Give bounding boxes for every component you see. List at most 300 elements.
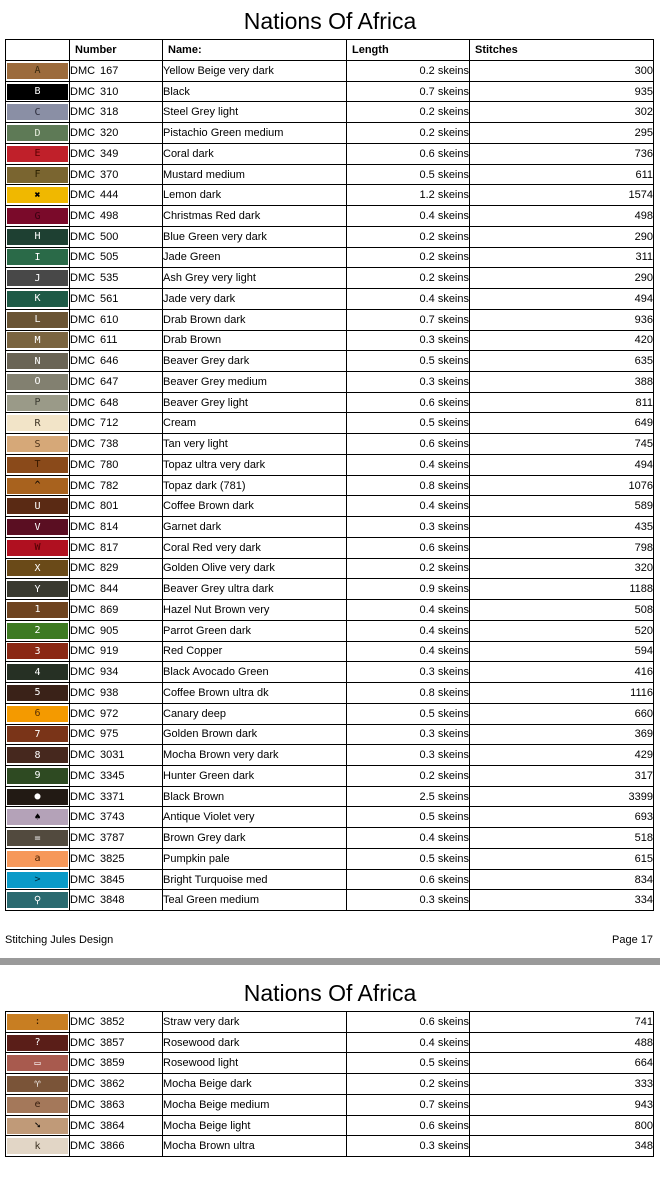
thread-number-cell	[70, 289, 163, 310]
color-swatch	[7, 602, 68, 618]
thread-number: 349	[100, 147, 119, 160]
table-row	[6, 1115, 654, 1136]
color-swatch-cell	[6, 641, 70, 662]
thread-key-table-2	[5, 1011, 654, 1157]
table-row	[6, 185, 654, 206]
thread-number-cell	[70, 517, 163, 538]
thread-name: Straw very dark	[163, 1012, 347, 1033]
thread-brand: DMC	[70, 707, 96, 720]
stitch-symbol: ▭	[34, 1057, 41, 1069]
color-swatch-cell	[6, 164, 70, 185]
stitch-symbol: J	[34, 272, 41, 284]
stitch-symbol: C	[34, 106, 41, 118]
color-swatch-cell	[6, 81, 70, 102]
stitch-symbol: ✖	[34, 189, 41, 201]
thread-length: 0.6 skeins	[347, 143, 470, 164]
thread-length: 0.2 skeins	[347, 765, 470, 786]
thread-number-cell	[70, 247, 163, 268]
thread-number: 505	[100, 251, 119, 264]
thread-number: 370	[100, 168, 119, 181]
table-row	[6, 496, 654, 517]
color-swatch	[7, 1035, 68, 1051]
thread-key-table	[5, 39, 654, 911]
thread-brand: DMC	[70, 1140, 96, 1153]
color-swatch-cell	[6, 1074, 70, 1095]
stitch-symbol: ➘	[34, 1120, 41, 1132]
stitch-count: 615	[470, 848, 654, 869]
stitch-symbol: 8	[34, 749, 41, 761]
stitch-symbol: O	[34, 376, 41, 388]
thread-length: 0.5 skeins	[347, 703, 470, 724]
table-row	[6, 102, 654, 123]
thread-name: Canary deep	[163, 703, 347, 724]
thread-brand: DMC	[70, 811, 96, 824]
thread-length: 0.4 skeins	[347, 1032, 470, 1053]
thread-brand: DMC	[70, 334, 96, 347]
thread-length: 0.3 skeins	[347, 372, 470, 393]
stitch-symbol: T	[34, 459, 41, 471]
header-stitches: Stitches	[470, 40, 654, 61]
thread-name: Mocha Brown very dark	[163, 745, 347, 766]
stitch-symbol: 1	[34, 604, 41, 616]
thread-number-cell	[70, 413, 163, 434]
table-row	[6, 703, 654, 724]
stitch-count: 798	[470, 537, 654, 558]
color-swatch-cell	[6, 185, 70, 206]
thread-name: Coffee Brown dark	[163, 496, 347, 517]
thread-length: 0.7 skeins	[347, 309, 470, 330]
color-swatch-cell	[6, 786, 70, 807]
thread-brand: DMC	[70, 189, 96, 202]
stitch-symbol: 9	[34, 770, 41, 782]
thread-length: 0.8 skeins	[347, 683, 470, 704]
thread-number: 444	[100, 189, 119, 202]
thread-number-cell	[70, 807, 163, 828]
thread-brand: DMC	[70, 375, 96, 388]
stitch-symbol: 2	[34, 625, 41, 637]
thread-number: 938	[100, 686, 119, 699]
thread-length: 0.5 skeins	[347, 351, 470, 372]
color-swatch-cell	[6, 703, 70, 724]
thread-length: 0.5 skeins	[347, 807, 470, 828]
color-swatch-cell	[6, 123, 70, 144]
thread-brand: DMC	[70, 417, 96, 430]
thread-brand: DMC	[70, 852, 96, 865]
thread-brand: DMC	[70, 127, 96, 140]
table-row	[6, 620, 654, 641]
thread-name: Parrot Green dark	[163, 620, 347, 641]
color-swatch-cell	[6, 206, 70, 227]
thread-brand: DMC	[70, 603, 96, 616]
thread-number: 3862	[100, 1078, 125, 1091]
thread-name: Brown Grey dark	[163, 828, 347, 849]
thread-number: 844	[100, 583, 119, 596]
thread-length: 0.3 skeins	[347, 745, 470, 766]
thread-number-cell	[70, 1032, 163, 1053]
color-swatch	[7, 809, 68, 825]
thread-brand: DMC	[70, 458, 96, 471]
thread-length: 0.4 skeins	[347, 600, 470, 621]
thread-length: 0.5 skeins	[347, 164, 470, 185]
stitch-count: 736	[470, 143, 654, 164]
thread-number: 320	[100, 127, 119, 140]
stitch-count: 317	[470, 765, 654, 786]
table-row	[6, 61, 654, 82]
color-swatch	[7, 892, 68, 908]
stitch-symbol: U	[34, 500, 41, 512]
thread-length: 0.2 skeins	[347, 226, 470, 247]
color-swatch	[7, 830, 68, 846]
color-swatch-cell	[6, 475, 70, 496]
thread-number-cell	[70, 620, 163, 641]
thread-number: 3852	[100, 1015, 125, 1028]
color-swatch	[7, 1097, 68, 1113]
color-swatch-cell	[6, 724, 70, 745]
stitch-count: 745	[470, 434, 654, 455]
thread-brand: DMC	[70, 583, 96, 596]
color-swatch	[7, 851, 68, 867]
thread-number: 310	[100, 85, 119, 98]
thread-name: Mocha Beige light	[163, 1115, 347, 1136]
color-swatch-cell	[6, 392, 70, 413]
stitch-count: 320	[470, 558, 654, 579]
color-swatch	[7, 1055, 68, 1071]
stitch-count: 594	[470, 641, 654, 662]
color-swatch-cell	[6, 1094, 70, 1115]
thread-name: Rosewood dark	[163, 1032, 347, 1053]
thread-number-cell	[70, 475, 163, 496]
color-swatch	[7, 249, 68, 265]
thread-name: Garnet dark	[163, 517, 347, 538]
color-swatch-cell	[6, 143, 70, 164]
thread-name: Hunter Green dark	[163, 765, 347, 786]
table-row	[6, 330, 654, 351]
thread-name: Mocha Beige dark	[163, 1074, 347, 1095]
stitch-count: 589	[470, 496, 654, 517]
table-row	[6, 517, 654, 538]
stitch-symbol: G	[34, 210, 41, 222]
color-swatch-cell	[6, 765, 70, 786]
thread-number: 712	[100, 417, 119, 430]
thread-brand: DMC	[70, 292, 96, 305]
thread-name: Coral Red very dark	[163, 537, 347, 558]
header-length: Length	[347, 40, 470, 61]
thread-brand: DMC	[70, 1036, 96, 1049]
table-row	[6, 724, 654, 745]
footer-page-number: Page 17	[612, 934, 653, 946]
table-row	[6, 123, 654, 144]
thread-number: 498	[100, 210, 119, 222]
thread-number: 801	[100, 500, 119, 513]
thread-number-cell	[70, 724, 163, 745]
thread-length: 0.4 skeins	[347, 641, 470, 662]
table-row	[6, 848, 654, 869]
thread-length: 0.3 skeins	[347, 1136, 470, 1157]
thread-number-cell	[70, 206, 163, 227]
stitch-symbol: A	[34, 65, 41, 77]
thread-name: Topaz ultra very dark	[163, 454, 347, 475]
thread-brand: DMC	[70, 1098, 96, 1111]
page-title: Nations Of Africa	[243, 8, 417, 34]
table-row	[6, 475, 654, 496]
thread-number-cell	[70, 81, 163, 102]
stitch-count: 935	[470, 81, 654, 102]
thread-number-cell	[70, 372, 163, 393]
stitch-symbol: 4	[34, 666, 41, 678]
thread-name: Lemon dark	[163, 185, 347, 206]
thread-number: 167	[100, 64, 119, 77]
stitch-symbol: e	[34, 1099, 41, 1111]
stitch-count: 834	[470, 869, 654, 890]
color-swatch	[7, 125, 68, 141]
thread-name: Golden Olive very dark	[163, 558, 347, 579]
thread-number-cell	[70, 496, 163, 517]
thread-name: Mocha Brown ultra	[163, 1136, 347, 1157]
color-swatch	[7, 291, 68, 307]
thread-brand: DMC	[70, 313, 96, 326]
color-swatch-cell	[6, 1136, 70, 1157]
stitch-count: 1116	[470, 683, 654, 704]
stitch-count: 290	[470, 226, 654, 247]
thread-number-cell	[70, 1136, 163, 1157]
thread-number: 919	[100, 645, 119, 658]
thread-number-cell	[70, 392, 163, 413]
color-swatch-cell	[6, 517, 70, 538]
color-swatch	[7, 270, 68, 286]
thread-name: Black	[163, 81, 347, 102]
color-swatch	[7, 685, 68, 701]
thread-length: 0.3 skeins	[347, 724, 470, 745]
stitch-symbol: E	[34, 148, 41, 160]
thread-brand: DMC	[70, 168, 96, 181]
stitch-count: 435	[470, 517, 654, 538]
stitch-count: 302	[470, 102, 654, 123]
table-row	[6, 641, 654, 662]
stitch-symbol: ♈	[34, 1078, 41, 1090]
thread-brand: DMC	[70, 686, 96, 699]
thread-length: 0.7 skeins	[347, 81, 470, 102]
thread-number: 3866	[100, 1140, 125, 1153]
thread-length: 0.3 skeins	[347, 662, 470, 683]
thread-number: 3857	[100, 1036, 125, 1049]
thread-brand: DMC	[70, 1015, 96, 1028]
thread-number-cell	[70, 102, 163, 123]
stitch-count: 1188	[470, 579, 654, 600]
thread-length: 0.2 skeins	[347, 123, 470, 144]
thread-length: 0.4 skeins	[347, 620, 470, 641]
thread-number-cell	[70, 61, 163, 82]
stitch-count: 649	[470, 413, 654, 434]
table-row	[6, 392, 654, 413]
thread-name: Cream	[163, 413, 347, 434]
thread-number-cell	[70, 268, 163, 289]
stitch-symbol: K	[34, 293, 41, 305]
color-swatch-cell	[6, 848, 70, 869]
thread-number: 647	[100, 375, 119, 388]
thread-brand: DMC	[70, 832, 96, 845]
thread-brand: DMC	[70, 479, 96, 492]
thread-name: Teal Green medium	[163, 890, 347, 911]
stitch-count: 334	[470, 890, 654, 911]
thread-brand: DMC	[70, 85, 96, 98]
thread-name: Ash Grey very light	[163, 268, 347, 289]
color-swatch	[7, 104, 68, 120]
stitch-symbol: P	[34, 397, 41, 409]
thread-number: 611	[100, 334, 118, 347]
thread-brand: DMC	[70, 1057, 96, 1070]
thread-brand: DMC	[70, 147, 96, 160]
stitch-count: 416	[470, 662, 654, 683]
stitch-symbol: R	[34, 417, 41, 429]
thread-length: 0.4 skeins	[347, 454, 470, 475]
thread-number-cell	[70, 869, 163, 890]
thread-length: 0.4 skeins	[347, 828, 470, 849]
stitch-symbol: ⚲	[33, 894, 42, 906]
thread-number: 3859	[100, 1057, 125, 1070]
table-row	[6, 1136, 654, 1157]
thread-number-cell	[70, 454, 163, 475]
thread-length: 2.5 skeins	[347, 786, 470, 807]
stitch-count: 1076	[470, 475, 654, 496]
thread-number: 500	[100, 230, 119, 243]
color-swatch-cell	[6, 289, 70, 310]
color-swatch-cell	[6, 890, 70, 911]
stitch-symbol: 3	[34, 645, 41, 657]
thread-name: Mocha Beige medium	[163, 1094, 347, 1115]
stitch-count: 611	[470, 164, 654, 185]
thread-number: 3864	[100, 1119, 125, 1132]
stitch-count: 420	[470, 330, 654, 351]
thread-name: Coffee Brown ultra dk	[163, 683, 347, 704]
color-swatch-cell	[6, 600, 70, 621]
thread-number: 535	[100, 272, 119, 285]
thread-name: Red Copper	[163, 641, 347, 662]
thread-length: 0.2 skeins	[347, 268, 470, 289]
thread-number-cell	[70, 683, 163, 704]
thread-name: Blue Green very dark	[163, 226, 347, 247]
color-swatch-cell	[6, 434, 70, 455]
stitch-symbol: S	[34, 438, 41, 450]
color-swatch	[7, 146, 68, 162]
stitch-symbol: :	[34, 1016, 41, 1028]
page-title-2: Nations Of Africa	[243, 980, 417, 1006]
table-row	[6, 786, 654, 807]
color-swatch-cell	[6, 745, 70, 766]
color-swatch	[7, 1118, 68, 1134]
stitch-count: 348	[470, 1136, 654, 1157]
thread-length: 0.9 skeins	[347, 579, 470, 600]
stitch-count: 660	[470, 703, 654, 724]
stitch-symbol: a	[34, 853, 41, 865]
stitch-count: 693	[470, 807, 654, 828]
thread-length: 0.3 skeins	[347, 517, 470, 538]
stitch-symbol: ●	[34, 791, 41, 803]
stitch-symbol: N	[34, 355, 41, 367]
thread-number: 814	[100, 521, 119, 534]
color-swatch	[7, 1138, 68, 1154]
thread-brand: DMC	[70, 396, 96, 409]
color-swatch	[7, 768, 68, 784]
color-swatch	[7, 560, 68, 576]
stitch-count: 811	[470, 392, 654, 413]
thread-number-cell	[70, 1115, 163, 1136]
thread-number: 318	[100, 106, 119, 119]
stitch-symbol: D	[34, 127, 41, 139]
thread-brand: DMC	[70, 562, 96, 575]
color-swatch	[7, 436, 68, 452]
color-swatch	[7, 457, 68, 473]
table-row	[6, 1074, 654, 1095]
thread-number: 782	[100, 479, 119, 492]
thread-name: Beaver Grey dark	[163, 351, 347, 372]
color-swatch-cell	[6, 413, 70, 434]
thread-number-cell	[70, 537, 163, 558]
thread-number: 817	[100, 541, 119, 554]
thread-name: Jade Green	[163, 247, 347, 268]
color-swatch	[7, 415, 68, 431]
stitch-count: 494	[470, 289, 654, 310]
thread-brand: DMC	[70, 500, 96, 513]
stitch-symbol: =	[34, 832, 41, 844]
table-row	[6, 869, 654, 890]
color-swatch-cell	[6, 579, 70, 600]
thread-name: Black Avocado Green	[163, 662, 347, 683]
table-row	[6, 143, 654, 164]
thread-name: Tan very light	[163, 434, 347, 455]
table-row	[6, 600, 654, 621]
table-row	[6, 558, 654, 579]
thread-length: 0.6 skeins	[347, 1115, 470, 1136]
thread-length: 0.5 skeins	[347, 1053, 470, 1074]
color-swatch-cell	[6, 247, 70, 268]
table-row	[6, 890, 654, 911]
footer-designer: Stitching Jules Design	[5, 934, 114, 946]
thread-brand: DMC	[70, 438, 96, 451]
color-swatch-cell	[6, 683, 70, 704]
thread-number-cell	[70, 703, 163, 724]
thread-number: 3031	[100, 749, 125, 762]
thread-name: Pumpkin pale	[163, 848, 347, 869]
thread-length: 0.4 skeins	[347, 289, 470, 310]
thread-number-cell	[70, 890, 163, 911]
table-row	[6, 662, 654, 683]
thread-name: Pistachio Green medium	[163, 123, 347, 144]
color-swatch-cell	[6, 496, 70, 517]
color-swatch	[7, 664, 68, 680]
thread-brand: DMC	[70, 790, 96, 803]
color-swatch	[7, 84, 68, 100]
table-row	[6, 807, 654, 828]
color-swatch-cell	[6, 620, 70, 641]
stitch-symbol: ?	[34, 1037, 41, 1049]
stitch-count: 508	[470, 600, 654, 621]
table-row	[6, 247, 654, 268]
color-swatch	[7, 353, 68, 369]
stitch-symbol: I	[34, 251, 41, 263]
thread-number: 648	[100, 396, 119, 409]
thread-brand: DMC	[70, 521, 96, 534]
thread-length: 0.2 skeins	[347, 102, 470, 123]
table-header-row	[6, 40, 654, 61]
header-name: Name:	[163, 40, 347, 61]
color-swatch	[7, 208, 68, 224]
thread-number: 3345	[100, 769, 125, 782]
thread-length: 0.2 skeins	[347, 61, 470, 82]
stitch-count: 429	[470, 745, 654, 766]
thread-length: 0.6 skeins	[347, 392, 470, 413]
thread-length: 0.2 skeins	[347, 558, 470, 579]
thread-length: 0.2 skeins	[347, 247, 470, 268]
